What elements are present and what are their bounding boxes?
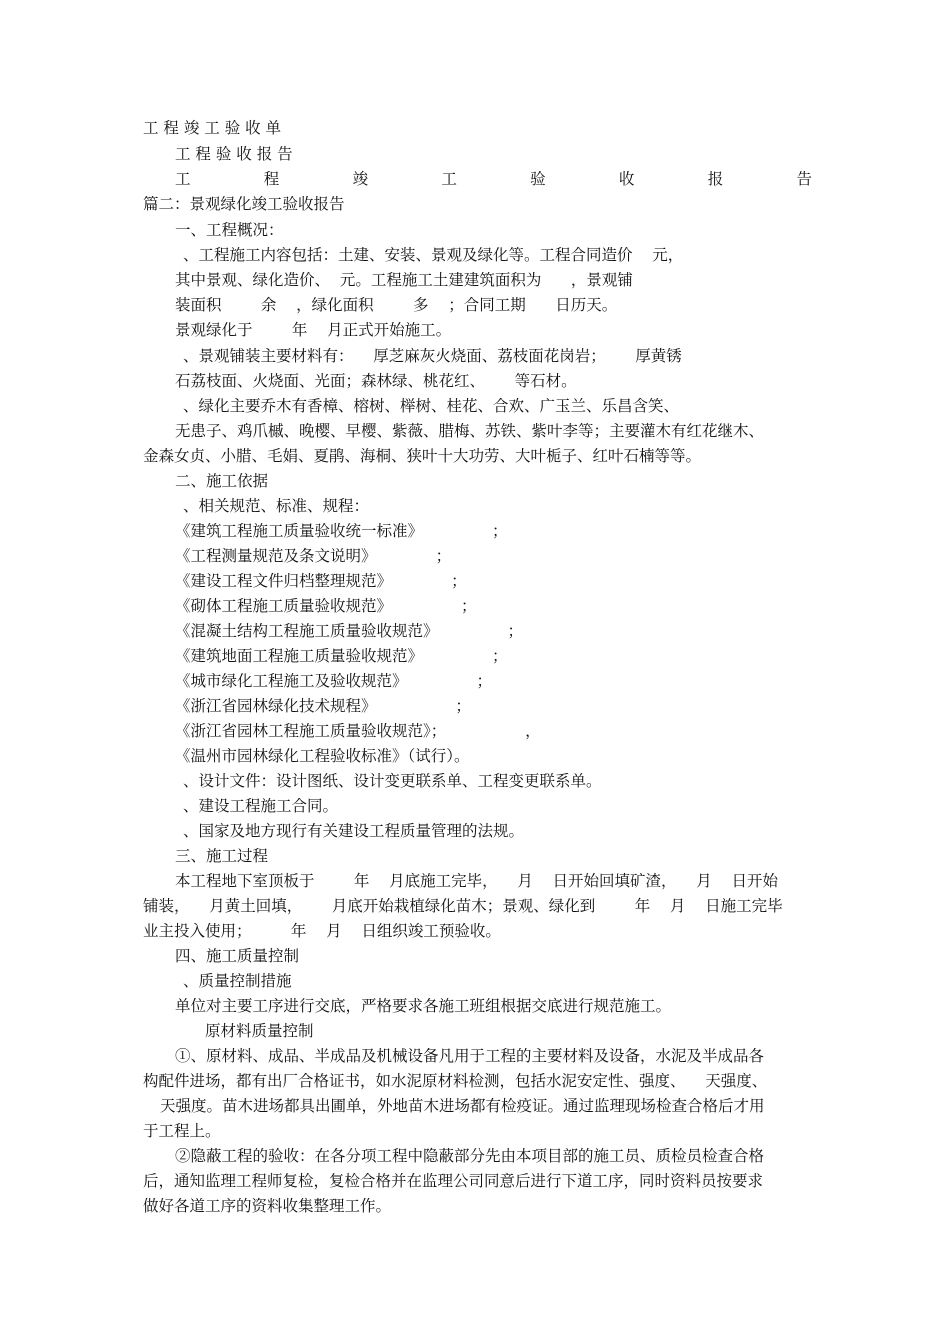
- text-line: 《混凝土结构工程施工质量验收规范》 ；: [175, 622, 523, 640]
- text-line: ②隐蔽工程的验收：在各分项工程中隐蔽部分先由本项目部的施工员、质检员检查合格: [175, 1147, 765, 1165]
- text-line: 装面积 余 ，绿化面积 多 ；合同工期 日历天。: [175, 296, 618, 314]
- spread-heading-char: 工: [175, 170, 191, 188]
- spread-heading-char: 报: [707, 170, 724, 188]
- text-line: 《温州市园林绿化工程验收标准》（试行）。: [175, 747, 470, 765]
- spread-heading-char: 竣: [352, 170, 369, 188]
- spread-heading-char: 收: [618, 170, 635, 188]
- text-line: 二、施工依据: [175, 472, 269, 490]
- text-line: 三、施工过程: [175, 847, 269, 865]
- text-line: 、建设工程施工合同。: [183, 797, 339, 815]
- text-line: 、相关规范、标准、规程：: [183, 497, 370, 515]
- text-line: 《砌体工程施工质量验收规范》 ；: [175, 597, 477, 615]
- text-line: 构配件进场，都有出厂合格证书，如水泥原材料检测，包括水泥安定性、强度、 天强度、: [143, 1072, 768, 1090]
- text-line: 、绿化主要乔木有香樟、榕树、榉树、桂花、合欢、广玉兰、乐昌含笑、: [183, 397, 680, 415]
- text-line: 无患子、鸡爪槭、晚樱、早樱、紫薇、腊梅、苏铁、紫叶李等；主要灌木有红花继木、: [175, 422, 765, 440]
- spread-heading: [175, 169, 812, 189]
- text-line: 四、施工质量控制: [175, 947, 300, 965]
- text-line: 《建筑工程施工质量验收统一标准》 ；: [175, 522, 508, 540]
- spread-heading-char: 程: [263, 170, 280, 188]
- text-line: 、景观铺装主要材料有： 厚芝麻灰火烧面、荔枝面花岗岩； 厚黄锈: [183, 347, 682, 365]
- text-line: 《浙江省园林绿化技术规程》 ；: [175, 697, 471, 715]
- text-line: 原材料质量控制: [205, 1022, 314, 1040]
- text-line: 做好各道工序的资料收集整理工作。: [143, 1197, 392, 1215]
- text-line: 、国家及地方现行有关建设工程质量管理的法规。: [183, 822, 525, 840]
- text-line: 其中景观、绿化造价、 元。工程施工土建建筑面积为 ，景观铺: [175, 271, 633, 289]
- text-line: 、质量控制措施: [183, 972, 292, 990]
- text-line: 业主投入使用； 年 月 日组织竣工预验收。: [143, 922, 501, 940]
- spread-heading-char: 工: [441, 170, 457, 188]
- text-line: 工 程 竣 工 验 收 单: [143, 119, 282, 137]
- text-line: 景观绿化于 年 月正式开始施工。: [175, 321, 452, 339]
- text-line: 单位对主要工序进行交底，严格要求各施工班组根据交底进行规范施工。: [175, 997, 672, 1015]
- text-line: 后，通知监理工程师复检，复检合格并在监理公司同意后进行下道工序，同时资料员按要求: [143, 1172, 764, 1190]
- text-line: 石荔枝面、火烧面、光面；森林绿、桃花红、 等石材。: [175, 372, 577, 390]
- text-line: 天强度。苗木进场都具出圃单，外地苗木进场都有检疫证。通过监理现场检查合格后才用: [160, 1097, 765, 1115]
- text-line: 一、工程概况：: [175, 221, 284, 239]
- text-line: 、设计文件：设计图纸、设计变更联系单、工程变更联系单。: [183, 772, 602, 790]
- text-line: 金森女贞、小腊、毛娟、夏鹃、海桐、狭叶十大功劳、大叶栀子、红叶石楠等等。: [143, 447, 702, 465]
- text-line: 工 程 验 收 报 告: [175, 145, 293, 163]
- text-line: 《浙江省园林工程施工质量验收规范》； ，: [175, 722, 541, 740]
- text-line: 《工程测量规范及条文说明》 ；: [175, 547, 452, 565]
- text-line: ①、原材料、成品、半成品及机械设备凡用于工程的主要材料及设备，水泥及半成品各: [175, 1047, 765, 1065]
- text-line: 《建筑地面工程施工质量验收规范》 ；: [175, 647, 508, 665]
- spread-heading-char: 告: [796, 170, 812, 188]
- text-line: 本工程地下室顶板于 年 月底施工完毕， 月 日开始回填矿渣， 月 日开始: [175, 872, 778, 890]
- text-line: 《城市绿化工程施工及验收规范》 ；: [175, 672, 492, 690]
- text-line: 篇二：景观绿化竣工验收报告: [143, 195, 345, 213]
- text-line: 《建设工程文件归档整理规范》 ；: [175, 572, 467, 590]
- text-line: 于工程上。: [143, 1122, 221, 1140]
- spread-heading-char: 验: [530, 170, 546, 188]
- text-line: 、工程施工内容包括：土建、安装、景观及绿化等。工程合同造价 元，: [183, 246, 684, 264]
- text-line: 铺装， 月黄土回填， 月底开始栽植绿化苗木；景观、绿化到 年 月 日施工完毕: [143, 897, 783, 915]
